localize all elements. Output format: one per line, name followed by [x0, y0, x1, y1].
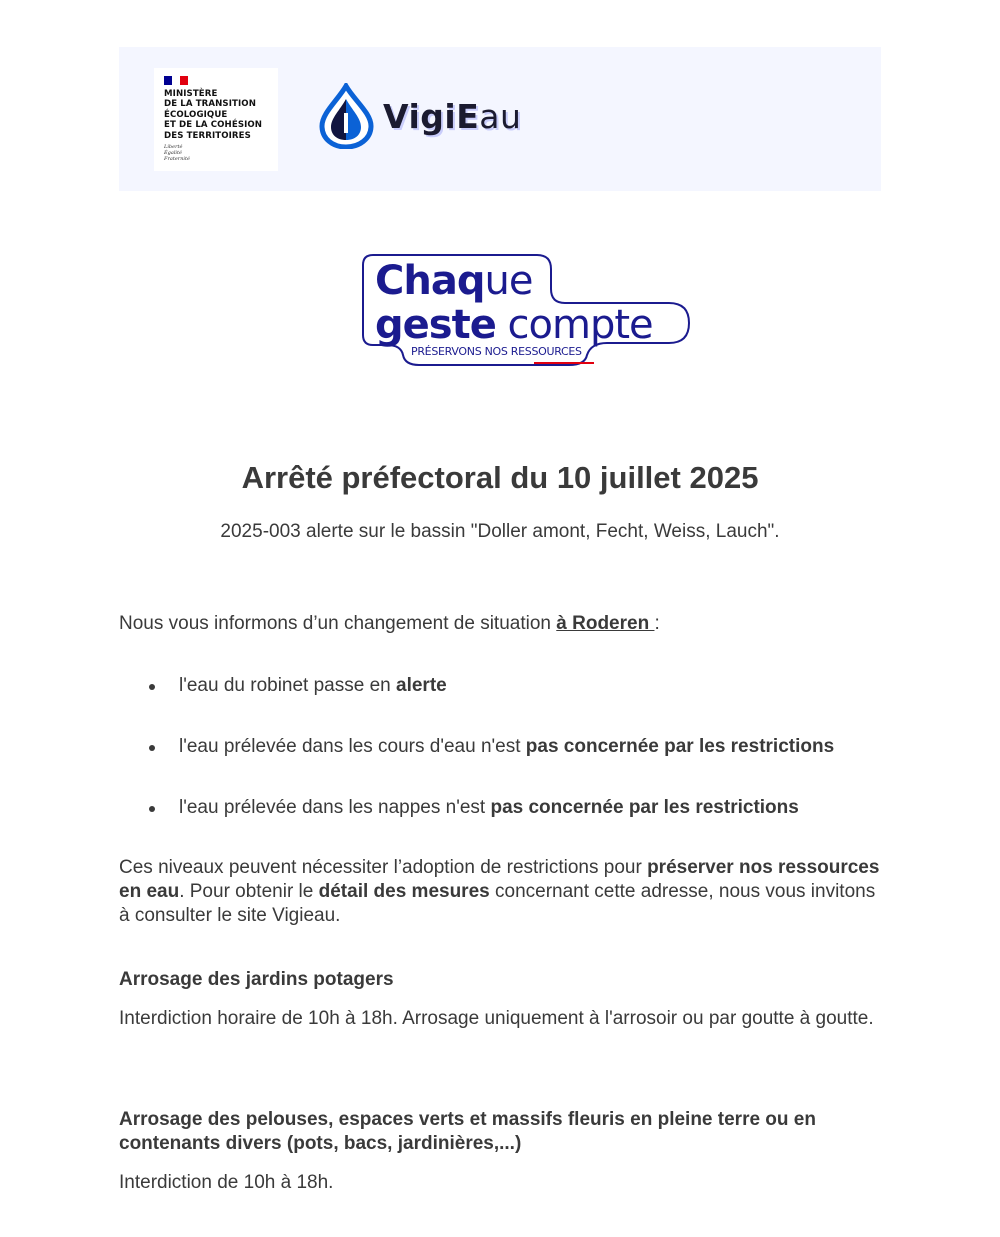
intro-paragraph: Nous vous informons d’un changement de situation à Roderen :: [119, 613, 660, 634]
header-banner: [119, 47, 881, 191]
levels-paragraph: Ces niveaux peuvent nécessiter l’adoption de restrictions pour préserver nos ressources en eau. Pour obtenir le détail des mesures concernant cette adresse, nous vous invitons à consulter le site Vigieau.: [119, 857, 880, 926]
section-title-pelouses: Arrosage des pelouses, espaces verts et massifs fleuris en pleine terre ou en contenants divers (pots, bacs, jardinières,...): [119, 1109, 816, 1154]
campaign-tagline: PRÉSERVONS NOS RESSOURCES: [411, 345, 582, 358]
republic-motto: Liberté Égalité Fraternité: [164, 144, 190, 163]
campaign-logo: [359, 251, 693, 371]
campaign-line2: geste compte: [375, 302, 653, 348]
ministry-logo: [154, 68, 278, 171]
section-text-potagers: Interdiction horaire de 10h à 18h. Arrosage uniquement à l'arrosoir ou par goutte à goutte.: [119, 1008, 874, 1029]
status-list: [119, 672, 899, 855]
ministry-name: MINISTÈRE DE LA TRANSITION ÉCOLOGIQUE ET DE LA COHÉSION DES TERRITOIRES: [164, 89, 263, 141]
section-text-pelouses: Interdiction de 10h à 18h.: [119, 1172, 334, 1193]
section-title-potagers: Arrosage des jardins potagers: [119, 969, 394, 990]
list-item: l'eau prélevée dans les nappes n'est pas concernée par les restrictions: [119, 794, 899, 855]
document-title: Arrêté préfectoral du 10 juillet 2025: [241, 460, 759, 495]
document-subtitle: 2025-003 alerte sur le bassin "Doller amont, Fecht, Weiss, Lauch".: [220, 521, 780, 542]
location-link[interactable]: à Roderen: [556, 613, 655, 634]
campaign-underline: [534, 362, 594, 364]
list-item: l'eau du robinet passe en alerte: [119, 672, 899, 733]
campaign-line1: Chaque: [375, 258, 533, 304]
water-drop-icon: [318, 83, 378, 149]
list-item: l'eau prélevée dans les cours d'eau n'est pas concernée par les restrictions: [119, 733, 899, 794]
french-flag-icon: [164, 76, 188, 85]
vigieau-logo: [318, 83, 522, 149]
vigieau-wordmark: VigiEau: [383, 97, 522, 136]
